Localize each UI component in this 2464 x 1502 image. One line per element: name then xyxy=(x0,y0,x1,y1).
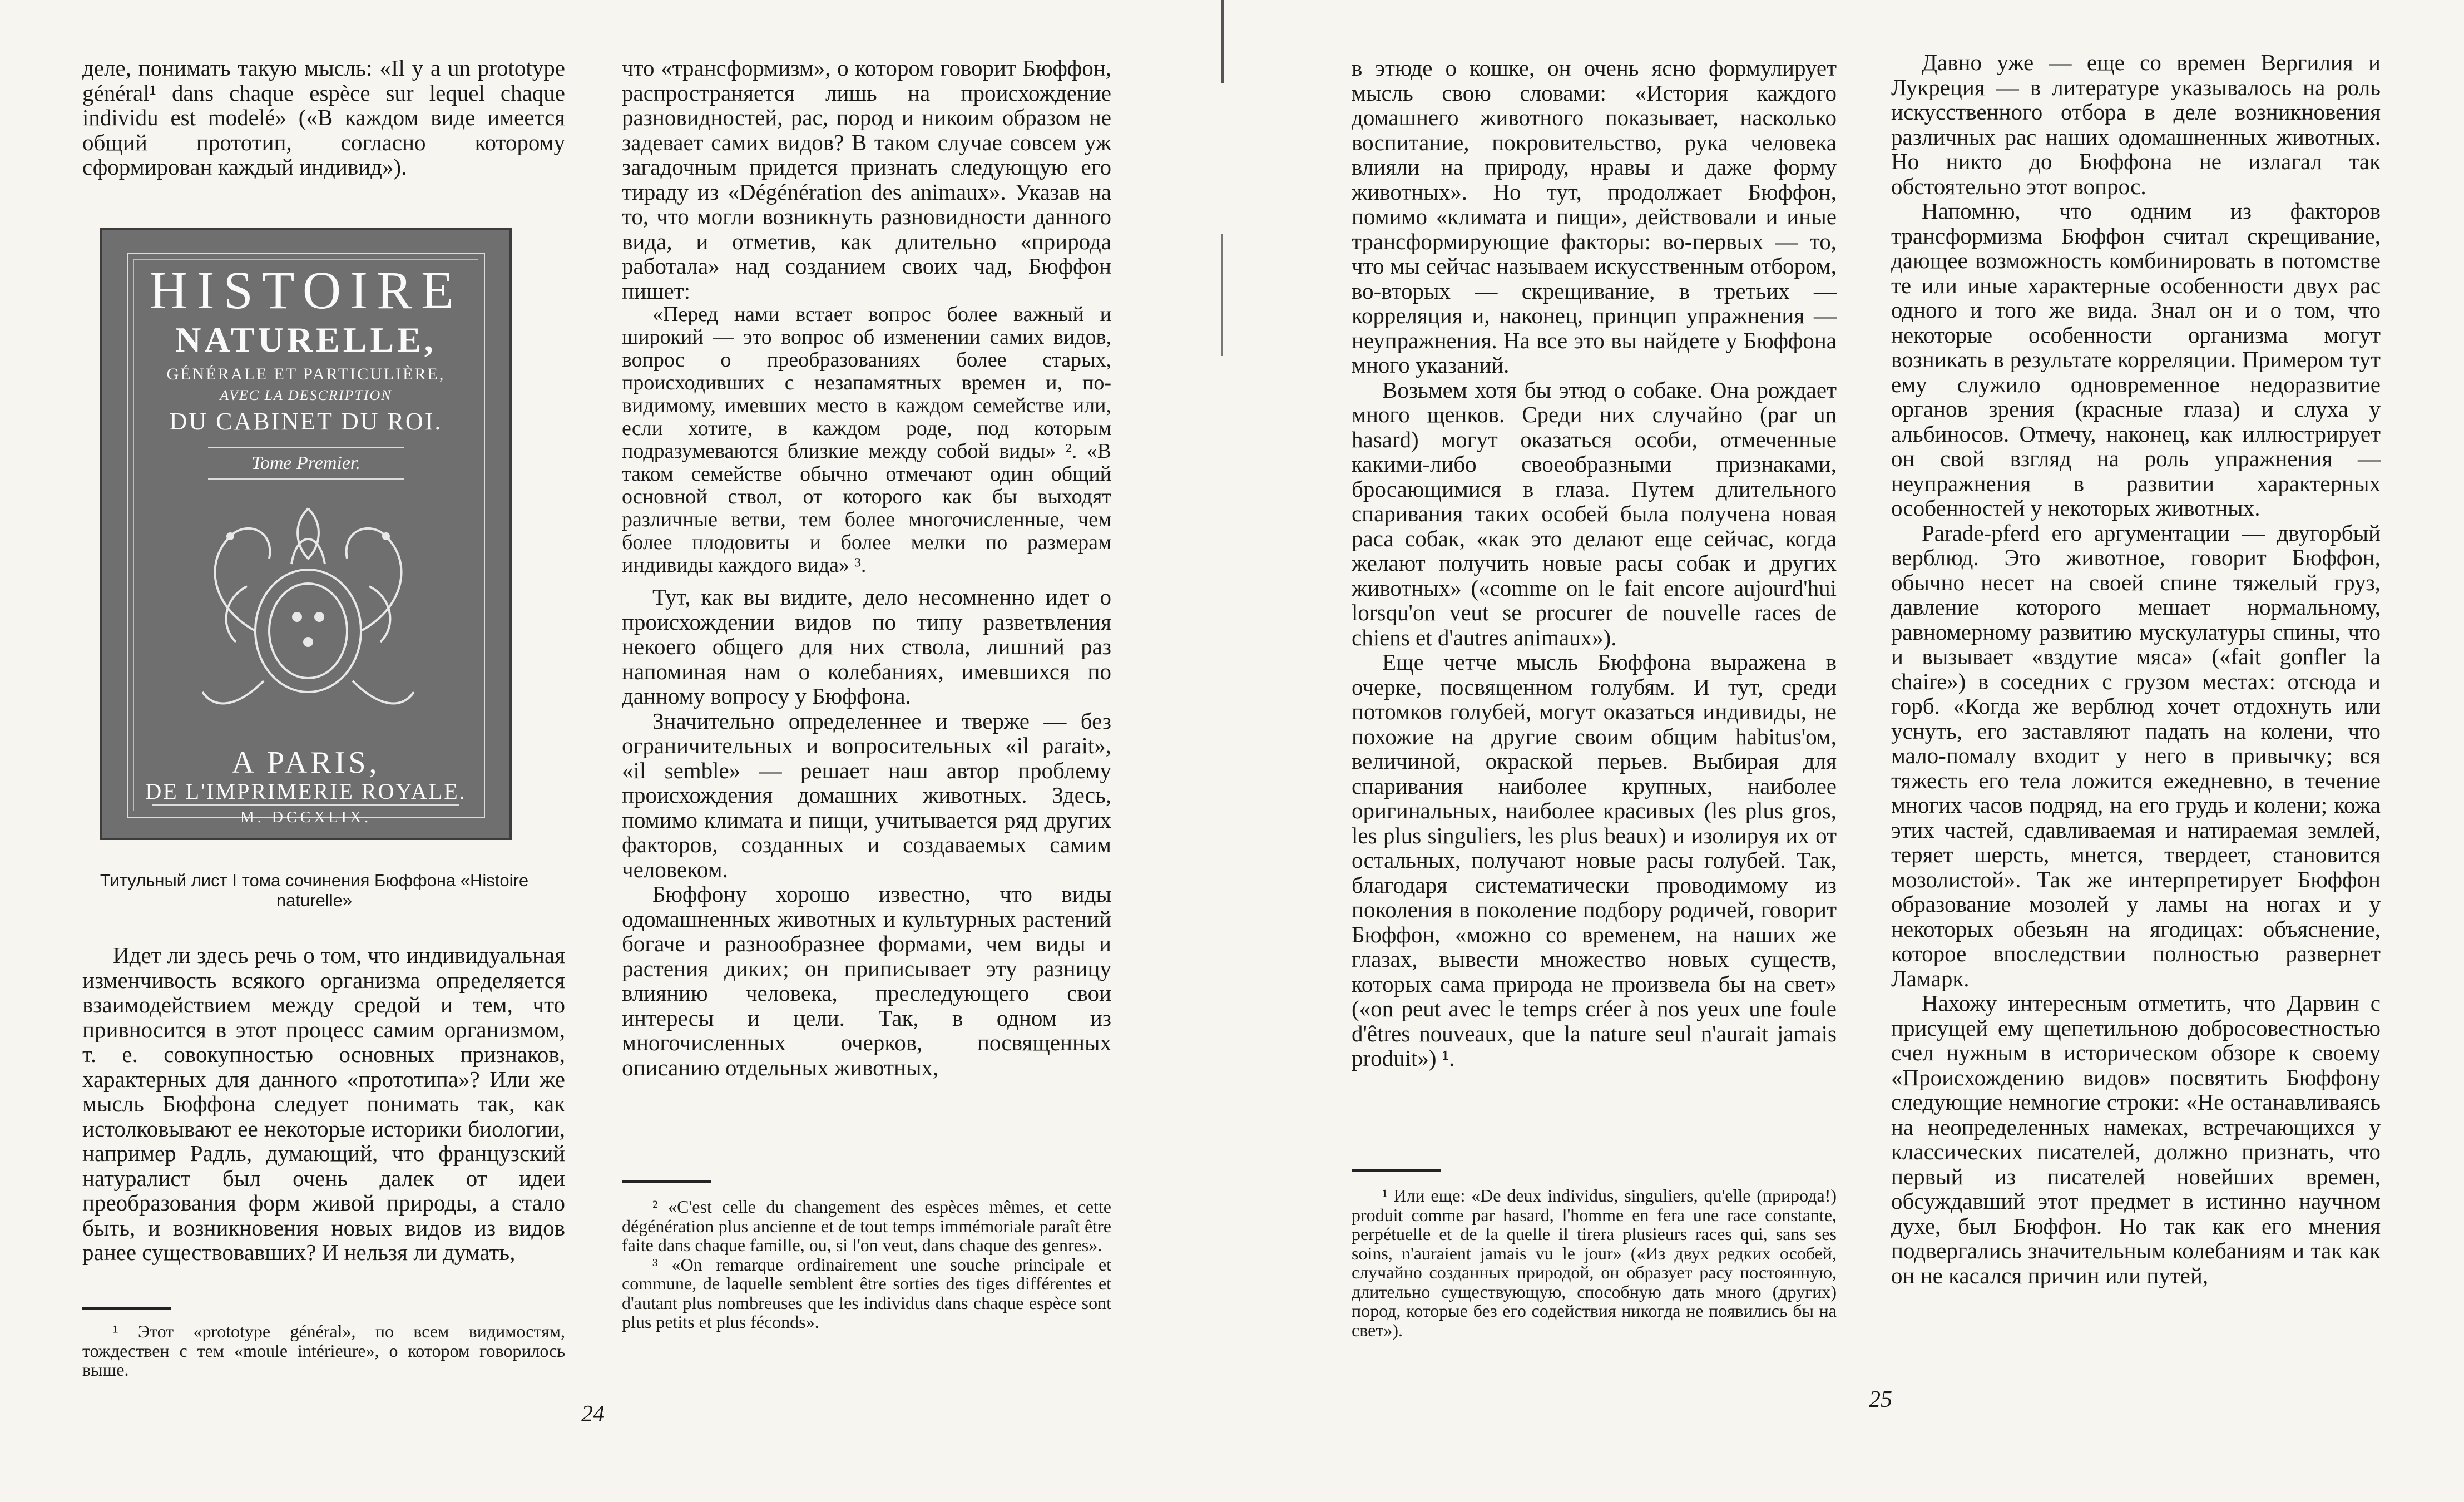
right-col1-p1: в этюде о кошке, он очень ясно формулирует мысль свою словами: «История каждого домашнего животного показывает, насколько воспитание, покровительство, рука человека влияли на природу, нравы и даже форму животных». Но тут, продолжает Бюффон, помимо «климата и пищи», действовали и иные трансформирующие факторы: во-первых — то, что мы сейчас называем искусственным отбором, во-вторых — скрещивание, в третьих — корреляция и, наконец, принцип упражнения — неупражнения. На все это вы найдете у Бюффона много указаний. xyxy=(1352,55,1837,378)
figure-printer: DE L'IMPRIMERIE ROYALE. xyxy=(145,779,467,804)
figure-line5: DU CABINET DU ROI. xyxy=(169,408,443,435)
ornament-vignette-icon xyxy=(180,497,436,731)
right-col2-p4: Нахожу интересным отметить, что Дарвин с присущей ему щепетильною добросовестностью счел нужным в историческом обзоре к своему «Происхождению видов» посвятить Бюффону следующие немногие строки: «Не останавливаясь на неопределенных намеках, встречающихся у классических писателей, должно признать, что первый из писателей новейших времен, обсуждавший этот предмет в истинно научном духе, был Бюффон. Но так как его мнения подвергались значительным колебаниям и так как он не касался причин или путей, xyxy=(1891,990,2381,1288)
figure-title: HISTOIRE xyxy=(149,260,463,320)
left-col2-p1: что «трансформизм», о котором говорит Бюффон, распространяется лишь на происхождение разновидностей, рас, пород и никоим образом не задевает самих видов? В таком случае совсем уж загадочным придется признать следующую его тираду из «Dégénération des animaux». Указав на то, что могли возникнуть разновидности данного вида, и отметив, как длительно «природа работала» над созданием своих чад, Бюффон пишет: xyxy=(622,55,1111,304)
figure-place: A PARIS, xyxy=(231,745,380,780)
left-col1-top xyxy=(82,56,565,180)
left-col2-p2: Тут, как вы видите, дело несомненно идет о происхождении видов по типу разветвления некоего общего для них ствола, лишний раз напоминая нам о колебаниях, имевшихся по данному вопросу у Бюффона. xyxy=(622,584,1111,709)
figure-subtitle: NATURELLE, xyxy=(175,320,437,359)
right-col1-p2: Возьмем хотя бы этюд о собаке. Она рождает много щенков. Среди них случайно (par un hasard) могут оказаться особи, отмеченные какими-либо своеобразными признаками, бросающимися в глаза. Путем длительного спаривания таких особей была получена новая раса собак, «как это делают еще сейчас, когда желают получить новые расы собак и других животных» («comme on le fait encore aujourd'hui lorsqu'on veut se procurer de nouvelle races de chiens et d'autres animaux»). xyxy=(1352,377,1837,650)
figure-caption: Титульный лист I тома сочинения Бюффона «Histoire naturelle» xyxy=(100,871,529,910)
right-col2-p3: Parade-pferd его аргументации — двугорбый верблюд. Это животное, говорит Бюффон, обычно несет на своей спине тяжелый груз, давление которого мешает нормальному, равномерному развитию мускулатуры спины, что и вызывает «вздутие мяса» («fait gonfler la chaire») в соседних с грузом местах: отсюда и горб. «Когда же верблюд хочет отдохнуть или уснуть, его заставляют падать на колени, что мало-помалу входит у него в привычку; вся тяжесть его тела ложится ежедневно, в течение многих часов подряд, на его грудь и колени; кожа этих частей, сдавливаемая и натираемая землей, теряет шерсть, мнется, твердеет, становится мозолистой». Так же интерпретирует Бюффон образование мозолей у ламы на ногах и у некоторых обезьян на ягодицах: объяснение, которое впоследствии полностью развернет Ламарк. xyxy=(1891,520,2381,991)
left-col1-top-paragraph: деле, понимать такую мысль: «Il y a un prototype général¹ dans chaque espèce sur lequel chaque individu est modelé» («В каждом виде имеется общий прототип, согласно которому сформирован каждый индивид»). xyxy=(82,55,565,180)
left-page-number: 24 xyxy=(581,1401,605,1427)
footnote-rule-3 xyxy=(1352,1169,1441,1172)
right-col1-p3: Еще четче мысль Бюффона выражена в очерке, посвященном голубям. И тут, среди потомков голубей, могут оказаться индивиды, не похожие на другие своим общим habitus'ом, величиной, окраской перьев. Выбирая для спаривания наиболее крупных, наиболее оригинальных, наиболее красивых (les plus gros, les plus singuliers, les plus beaux) и изолируя их от остальных, получают новые расы голубей. Так, благодаря систематически проводимому из поколения в поколение подбору родичей, говорит Бюффон, «можно со временем, на наших же глазах, вывести множество новых существ, которых сама природа не произвела бы на свет» («on peut avec le temps créer à nos yeux une foule d'êtres nouveaux, que la nature seul n'aurait jamais produit») ¹. xyxy=(1352,649,1837,1071)
right-col2 xyxy=(1891,50,2381,1288)
right-col1-fn1: ¹ Или еще: «De deux individus, singuliers, qu'elle (природа!) produit comme par hasard, l'homme en fera une race constante, perpétuelle et de la quelle il tirera plusieurs races qui, sans ses soins, n'auraient jamais vu le jour» («Из двух редких особей, случайно созданных природой, он образует расу постоянную, длительно существующую, способную дать много (других) пород, которые без его содействия никогда не появились бы на свет»). xyxy=(1352,1185,1837,1340)
left-col1-body xyxy=(82,943,565,1265)
left-col2-fn3: ³ «On remarque ordinairement une souche principale et commune, de laquelle semblent être sorties des tiges différentes et d'autant plus nombreuses que les individus dans chaque espèce sont plus petits et plus féconds». xyxy=(622,1254,1111,1332)
page-gutter xyxy=(1221,0,1224,83)
right-col1-footnotes xyxy=(1352,1169,1837,1340)
title-page-figure xyxy=(100,228,512,840)
figure-line3: GÉNÉRALE ET PARTICULIÈRE, xyxy=(166,365,446,383)
left-col2-fn2: ² «C'est celle du changement des espèces mêmes, et cette dégénération plus ancienne et de tout temps immémoriale paraît être faite dans chaque famille, ou, si l'on veut, dans chaque des genres». xyxy=(622,1197,1111,1255)
figure-line6: Tome Premier. xyxy=(251,453,360,473)
footnote-rule xyxy=(82,1307,171,1310)
left-col1-footnote: ¹ Этот «prototype général», по всем видимостям, тождествен с тем «moule intérieure», о котором говорилось выше. xyxy=(82,1321,565,1380)
left-col1-footnotes xyxy=(82,1307,565,1380)
footnote-rule-2 xyxy=(622,1180,711,1183)
left-col2-footnotes xyxy=(622,1180,1111,1332)
figure-year: M. DCCXLIX. xyxy=(240,809,372,826)
left-col2-quote: «Перед нами встает вопрос более важный и широкий — это вопрос об изменении самих видов, вопрос о преобразованиях более старых, происходивших с незапамятных времен и, по-видимому, имевших место в каждом семействе или, если хотите, в каждом роде, под которым подразумеваются близкие между собой виды» ². «В таком семействе обычно отмечают один общий основной ствол, от которого как бы выходят различные ветви, тем более многочисленные, чем более плодовиты и более мелки по размерам индивиды каждого вида» ³. xyxy=(622,303,1111,577)
left-col2-p4: Бюффону хорошо известно, что виды одомашненных животных и культурных растений богаче и разнообразнее формами, чем виды и растения диких; он приписывает эту разницу влиянию человека, преследующего свои интересы и цели. Так, в одном из многочисленных очерков, посвященных описанию отдельных животных, xyxy=(622,881,1111,1080)
left-col1-body-paragraph: Идет ли здесь речь о том, что индивидуальная изменчивость всякого организма определяется взаимодействием между средой и тем, что привносится в этот процесс самим организмом, т. е. совокупностью основных признаков, характерных для данного «прототипа»? Или же мысль Бюффона следует понимать так, как истолковывают ее некоторые историки биологии, например Радль, думающий, что французский натуралист был очень далек от идеи преобразования форм живой природы, а стало быть, и возникновения новых видов из видов ранее существовавших? И нельзя ли думать, xyxy=(82,942,565,1265)
right-col1 xyxy=(1352,56,1837,1071)
right-col2-p1: Давно уже — еще со времен Вергилия и Лукреция — в литературе указывалось на роль искусственного отбора в деле возникновения различных рас наших одомашненных животных. Но никто до Бюффона не излагал так обстоятельно этот вопрос. xyxy=(1891,50,2381,199)
left-col2 xyxy=(622,56,1111,1080)
page-gutter-shadow xyxy=(1221,234,1223,356)
right-col2-p2: Напомню, что одним из факторов трансформизма Бюффон считал скрещивание, дающее возможность комбинировать в потомстве те или иные характерные особенности двух рас одного и того же вида. Знал он и о том, что некоторые особенности организма могут возникать в результате корреляции. Примером тут ему служило одновременное недоразвитие органов зрения (красные глаза) и слуха у альбиносов. Отмечу, наконец, как иллюстрирует он свой взгляд на роль упражнения — неупражнения в развитии характерных особенностей у некоторых животных. xyxy=(1891,198,2381,521)
left-col2-p3: Значительно определеннее и тверже — без ограничительных и вопросительных «il parait», «il semble» — решает наш автор проблему происхождения домашних животных. Здесь, помимо климата и пищи, учитывается ряд других факторов, созданных и создаваемых самим человеком. xyxy=(622,708,1111,882)
figure-line4: AVEC LA DESCRIPTION xyxy=(220,387,392,403)
right-page-number: 25 xyxy=(1869,1387,1892,1412)
